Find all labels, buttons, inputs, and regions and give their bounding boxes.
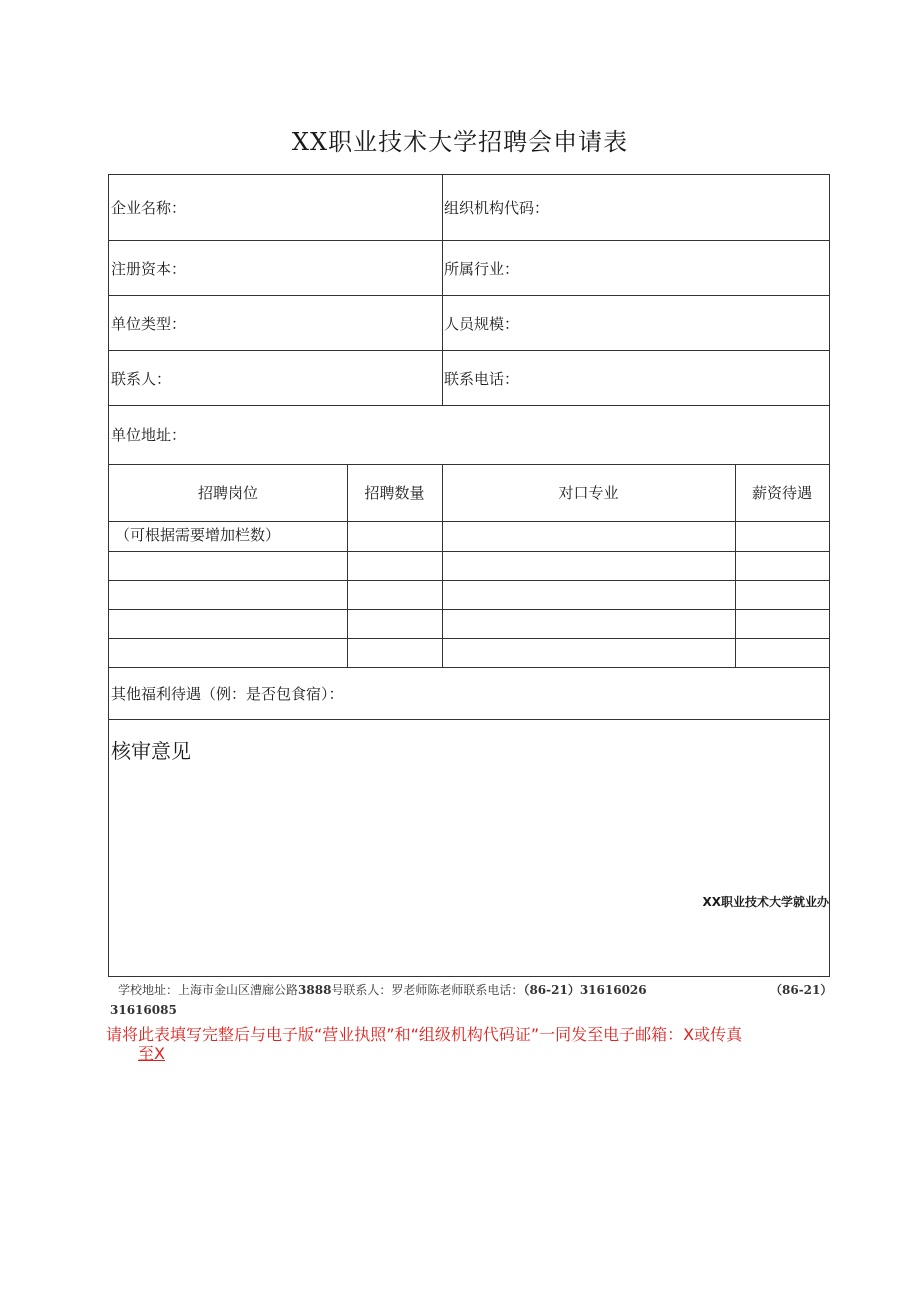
row-divider (109, 464, 829, 465)
note-line-1: 请将此表填写完整后与电子版“营业执照”和“组级机构代码证”一同发至电子邮箱：X或传真 (106, 1025, 743, 1044)
column-divider (442, 175, 443, 405)
row-divider (109, 240, 829, 241)
benefits-field[interactable]: 其他福利待遇（例：是否包食宿）： (111, 685, 344, 703)
row-divider (109, 667, 829, 668)
application-form (108, 174, 830, 977)
note-line-2: 至X (138, 1044, 165, 1063)
office-signature: XX职业技术大学就业办 (702, 895, 829, 909)
header-quantity: 招聘数量 (364, 484, 425, 502)
table-row[interactable]: （可根据需要增加栏数） (115, 526, 281, 544)
submission-note (106, 1025, 826, 1063)
company-name-field[interactable]: 企业名称： (111, 199, 187, 217)
header-position: 招聘岗位 (197, 484, 258, 502)
industry-field[interactable]: 所属行业： (444, 260, 520, 278)
unit-type-field[interactable]: 单位类型： (111, 315, 187, 333)
address-field[interactable]: 单位地址： (111, 426, 187, 444)
school-address: 学校地址：上海市金山区漕廊公路3888号联系人：罗老师陈老师联系电话：（86-21）31616026 (118, 983, 647, 997)
contact-phone-field[interactable]: 联系电话： (444, 370, 520, 388)
row-divider (109, 551, 829, 552)
org-code-field[interactable]: 组织机构代码： (444, 199, 550, 217)
header-salary: 薪资待遇 (751, 484, 812, 502)
page-title: XX职业技术大学招聘会申请表 (291, 128, 629, 156)
registered-capital-field[interactable]: 注册资本： (111, 260, 187, 278)
row-divider (109, 521, 829, 522)
row-divider (109, 405, 829, 406)
phone2-area: （86-21） (770, 983, 833, 997)
row-divider (109, 350, 829, 351)
contact-person-field[interactable]: 联系人： (111, 370, 172, 388)
row-divider (109, 638, 829, 639)
phone2-number: 31616085 (110, 1003, 177, 1017)
row-divider (109, 719, 829, 720)
row-divider (109, 295, 829, 296)
review-label: 核审意见 (111, 739, 191, 763)
row-divider (109, 580, 829, 581)
header-major: 对口专业 (558, 484, 619, 502)
row-divider (109, 609, 829, 610)
staff-size-field[interactable]: 人员规模： (444, 315, 520, 333)
